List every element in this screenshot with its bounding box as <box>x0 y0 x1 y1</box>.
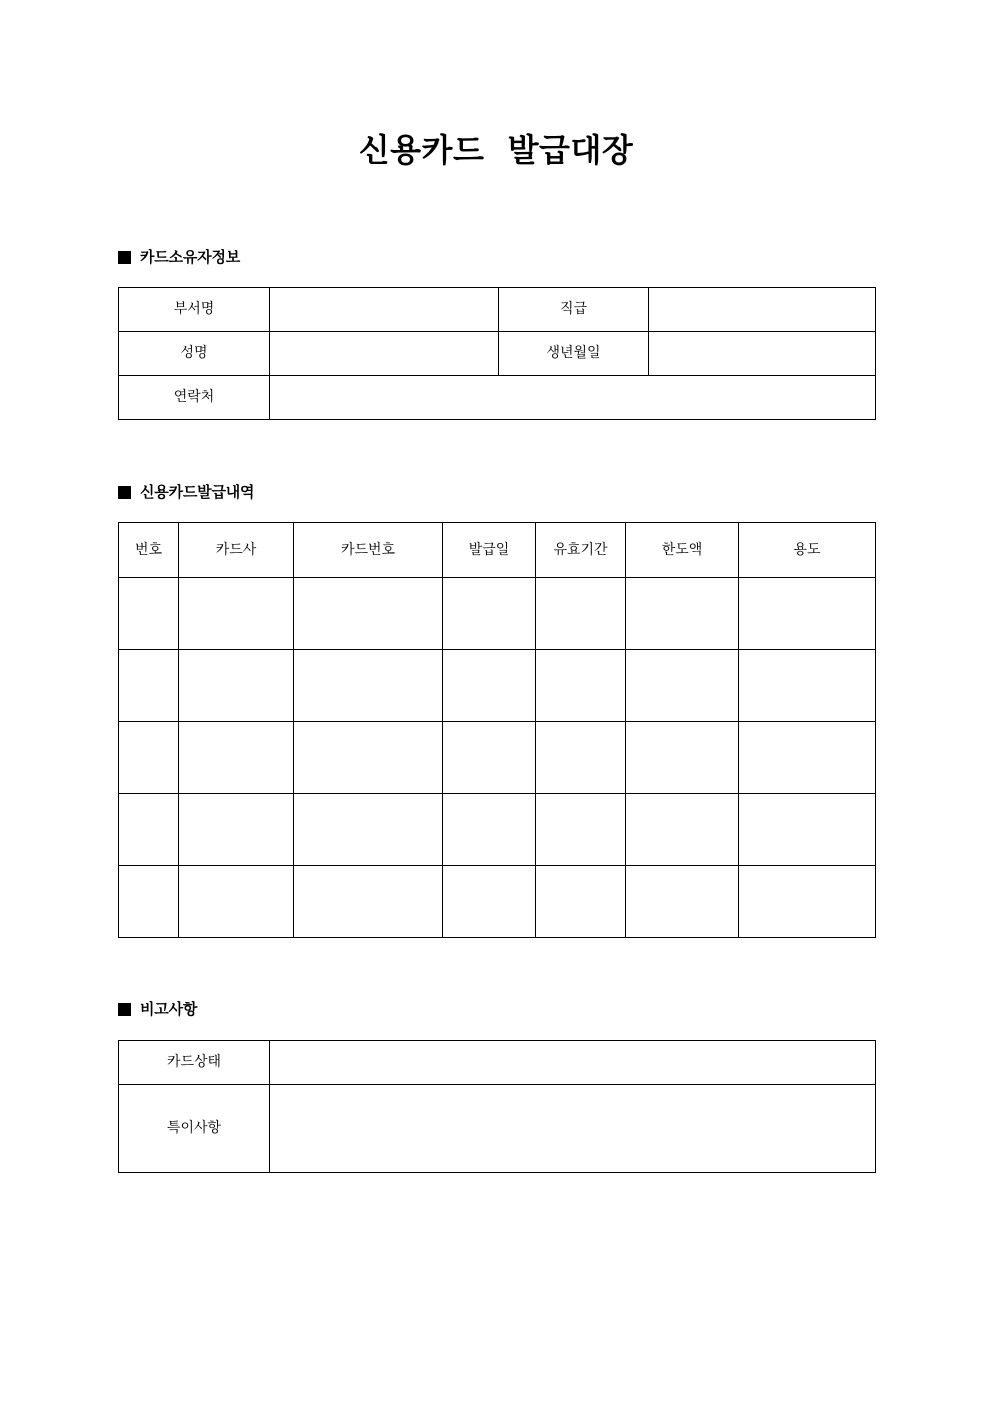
column-header-credit-limit: 한도액 <box>626 523 739 578</box>
value-department[interactable] <box>270 288 499 332</box>
page-title: 신용카드 발급대장 <box>358 131 634 169</box>
cell-issue-date[interactable] <box>443 794 536 866</box>
table-row <box>119 376 876 420</box>
owner-info-table <box>118 287 876 420</box>
label-contact: 연락처 <box>119 376 270 420</box>
cell-card-company[interactable] <box>179 650 294 722</box>
table-header-row <box>119 523 876 578</box>
cell-valid-period[interactable] <box>536 866 626 938</box>
cell-card-company[interactable] <box>179 794 294 866</box>
value-contact[interactable] <box>270 376 876 420</box>
value-name[interactable] <box>270 332 499 376</box>
table-row <box>119 722 876 794</box>
cell-valid-period[interactable] <box>536 794 626 866</box>
section-heading-issuance-details-label: 신용카드발급내역 <box>140 483 255 501</box>
cell-purpose[interactable] <box>739 650 876 722</box>
table-row <box>119 578 876 650</box>
section-heading-owner-info <box>118 250 240 265</box>
value-special-notes[interactable] <box>270 1085 876 1173</box>
column-header-card-number: 카드번호 <box>294 523 443 578</box>
cell-credit-limit[interactable] <box>626 578 739 650</box>
remarks-table <box>118 1040 876 1173</box>
label-special-notes: 특이사항 <box>119 1085 270 1173</box>
table-row <box>119 1041 876 1085</box>
cell-number[interactable] <box>119 722 179 794</box>
label-card-status: 카드상태 <box>119 1041 270 1085</box>
cell-credit-limit[interactable] <box>626 866 739 938</box>
table-row <box>119 1085 876 1173</box>
cell-issue-date[interactable] <box>443 722 536 794</box>
table-row <box>119 332 876 376</box>
cell-number[interactable] <box>119 578 179 650</box>
table-row <box>119 794 876 866</box>
cell-card-number[interactable] <box>294 722 443 794</box>
value-card-status[interactable] <box>270 1041 876 1085</box>
issuance-details-table <box>118 522 876 938</box>
column-header-issue-date: 발급일 <box>443 523 536 578</box>
cell-card-number[interactable] <box>294 650 443 722</box>
value-position[interactable] <box>649 288 876 332</box>
column-header-number: 번호 <box>119 523 179 578</box>
cell-card-number[interactable] <box>294 866 443 938</box>
section-heading-remarks <box>118 1002 197 1017</box>
table-row <box>119 866 876 938</box>
label-position: 직급 <box>499 288 649 332</box>
cell-purpose[interactable] <box>739 578 876 650</box>
cell-number[interactable] <box>119 866 179 938</box>
cell-card-number[interactable] <box>294 578 443 650</box>
cell-issue-date[interactable] <box>443 650 536 722</box>
cell-credit-limit[interactable] <box>626 722 739 794</box>
label-birthdate: 생년월일 <box>499 332 649 376</box>
label-department: 부서명 <box>119 288 270 332</box>
cell-card-company[interactable] <box>179 578 294 650</box>
section-heading-remarks-label: 비고사항 <box>140 1000 198 1018</box>
table-row <box>119 650 876 722</box>
cell-card-company[interactable] <box>179 722 294 794</box>
cell-issue-date[interactable] <box>443 578 536 650</box>
filled-square-bullet-icon <box>118 1003 131 1016</box>
cell-card-company[interactable] <box>179 866 294 938</box>
cell-number[interactable] <box>119 794 179 866</box>
cell-valid-period[interactable] <box>536 650 626 722</box>
cell-valid-period[interactable] <box>536 722 626 794</box>
filled-square-bullet-icon <box>118 486 131 499</box>
cell-number[interactable] <box>119 650 179 722</box>
column-header-valid-period: 유효기간 <box>536 523 626 578</box>
column-header-purpose: 용도 <box>739 523 876 578</box>
cell-credit-limit[interactable] <box>626 794 739 866</box>
cell-purpose[interactable] <box>739 722 876 794</box>
cell-purpose[interactable] <box>739 794 876 866</box>
filled-square-bullet-icon <box>118 251 131 264</box>
section-heading-owner-info-label: 카드소유자정보 <box>140 248 241 266</box>
cell-card-number[interactable] <box>294 794 443 866</box>
value-birthdate[interactable] <box>649 332 876 376</box>
table-row <box>119 288 876 332</box>
cell-valid-period[interactable] <box>536 578 626 650</box>
column-header-card-company: 카드사 <box>179 523 294 578</box>
cell-purpose[interactable] <box>739 866 876 938</box>
section-heading-issuance-details <box>118 485 254 500</box>
cell-issue-date[interactable] <box>443 866 536 938</box>
label-name: 성명 <box>119 332 270 376</box>
cell-credit-limit[interactable] <box>626 650 739 722</box>
